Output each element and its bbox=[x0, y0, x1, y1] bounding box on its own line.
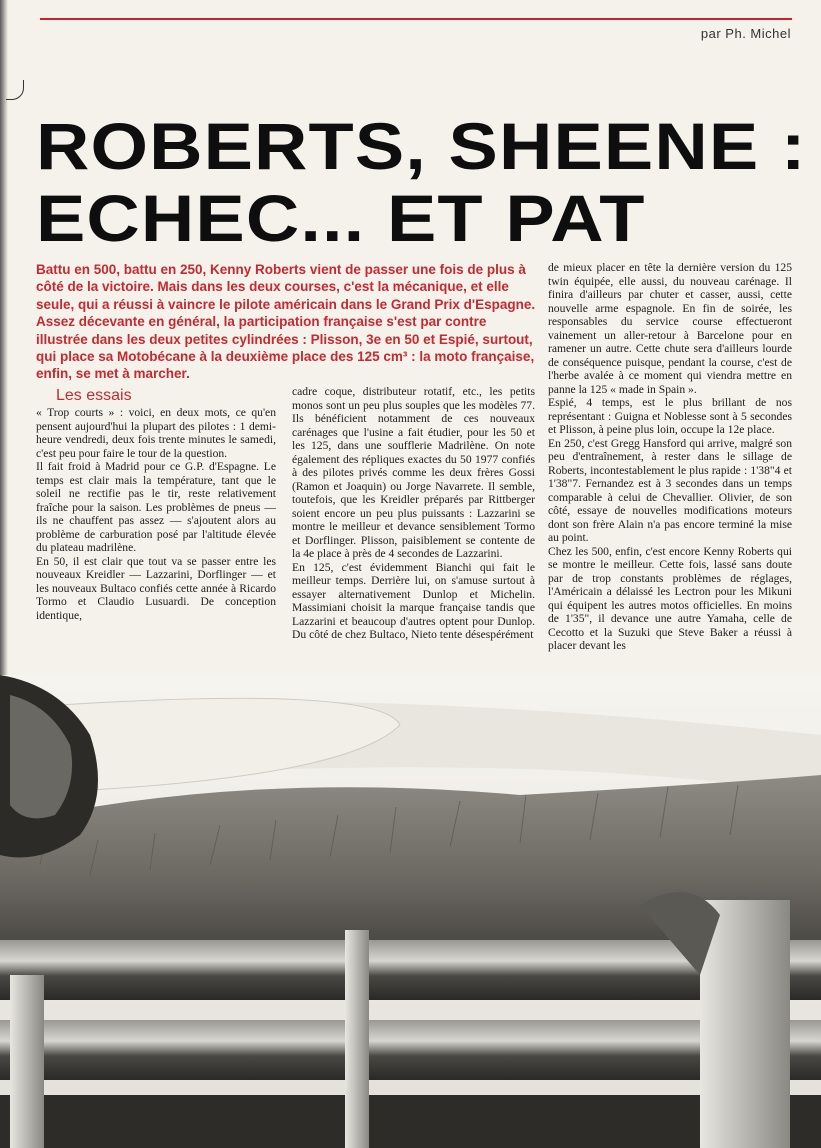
byline: par Ph. Michel bbox=[700, 26, 791, 41]
scan-mark bbox=[6, 80, 24, 100]
paragraph: Espié, 4 temps, est le plus brillant de nos représentant : Guigna et Noblesse sont à 5 secondes et Plisson, à peine plus loin, occupe la 12e place. bbox=[548, 396, 792, 436]
text-column-2 bbox=[292, 385, 535, 642]
paragraph: de mieux placer en tête la dernière version du 125 twin équipée, elle aussi, du nouveau carénage. Il finira d'ailleurs par chuter et casser, aussi, cette nouvelle arme espagnole. En fin de soirée, les responsables du service course effectueront vainement un aller-retour à Barcelone pour en ramener un autre. Cette chute sera d'ailleurs lourde de conséquence puisque, pendant la course, c'est de l'herbe avalée à ce moment qui viendra mettre en panne la 125 « made in Spain ». bbox=[548, 261, 792, 396]
text-column-1 bbox=[36, 406, 276, 622]
lede-text: Battu en 500, battu en 250, Kenny Roberts vient de passer une fois de plus à côté de la victoire. Mais dans les deux courses, c'est la mécanique, et elle seule, qui a réussi à vaincre le pilote américain dans le Grand Prix d'Espagne. Assez décevante en général, la participation française s'est par contre illustrée dans les deux petites cylindrées : Plisson, 3e en 50 et Espié, surtout, qui place sa Motobécane à la deuxième place des 125 cm³ : la moto française, enfin, se met à marcher. bbox=[36, 262, 536, 382]
paragraph: En 250, c'est Gregg Hansford qui arrive, malgré son peu d'entraînement, à rester dans le sillage de Roberts, incontestablement le plus rapide : 1'38"4 et 1'38"7. Fernandez est à 3 secondes dans un temps comparable à celui de Chevallier. Olivier, de son côté, essaye de nouvelles modifications moteurs dont son frère Alain n'a pas encore terminé la mise au point. bbox=[548, 436, 792, 544]
headline-line-2: ECHEC... ET PAT bbox=[36, 181, 646, 255]
paragraph: En 50, il est clair que tout va se passer entre les nouveaux Kreidler — Lazzarini, Dorflinger — et les nouveaux Bultaco confiés cette année à Ricardo Tormo et Claudio Lusuardi. De conception identique, bbox=[36, 554, 276, 622]
headline-line-1: ROBERTS, SHEENE : bbox=[36, 109, 807, 183]
text-column-3 bbox=[548, 261, 792, 653]
paragraph: Il fait froid à Madrid pour ce G.P. d'Espagne. Le temps est clair mais la température, tant que le soleil ne rectifie pas le tir, reste relativement fraîche pour la saison. Les problèmes de pneus — ils ne chauffent pas assez — s'ajoutent alors au problème de carburation posé par l'altitude élevée du plateau madrilène. bbox=[36, 460, 276, 554]
paragraph: « Trop courts » : voici, en deux mots, ce qu'en pensent aujourd'hui la plupart des pilotes : 1 demi-heure vendredi, deux fois trente minutes le samedi, c'est peu pour faire le tour de la question. bbox=[36, 406, 276, 460]
paragraph: cadre coque, distributeur rotatif, etc., les petits monos sont un peu plus souples que les modèles 77. Ils bénéficient notamment de ces nouveaux carénages que l'usine a fait étudier, pour les 50 et les 125, dans une soufflerie Madrilène. On note également des répliques exactes du 50 1977 confiés à des pilotes privés comme les deux frères Gossi (Ramon et Joaquin) ou Jorge Navarrete. Il semble, toutefois, que les Kreidler préparés par Rittberger soient encore un peu plus puissants : Lazzarini se montre le meilleur et devance sensiblement Tormo et Dorflinger. Plisson, paisiblement se contente de la 4e place à près de 4 secondes de Lazzarini. bbox=[292, 385, 535, 560]
paragraph: Chez les 500, enfin, c'est encore Kenny Roberts qui se montre le meilleur. Cette fois, lassé sans doute par de trop constants problèmes de réglages, l'Américain a délaissé les Lectron pour les Mikuni qui équipent les autres motos officielles. En moins de 1'35", il devance une autre Yamaha, celle de Cecotto et la Suzuki que Steve Baker a réussi à placer devant les bbox=[548, 544, 792, 652]
top-red-rule bbox=[40, 18, 792, 20]
race-track-photo bbox=[0, 675, 821, 1148]
headline bbox=[36, 110, 821, 254]
photo-illustration bbox=[0, 675, 821, 1148]
lede-intro bbox=[36, 261, 538, 383]
section-title: Les essais bbox=[56, 387, 132, 404]
paragraph: En 125, c'est évidemment Bianchi qui fait le meilleur temps. Derrière lui, on s'amuse surtout à essayer alternativement Dunlop et Michelin. Massimiani choisit la marque française tandis que Lazzarini et beaucoup d'autres optent pour Dunlop. Du côté de chez Bultaco, Nieto tente désespérément bbox=[292, 560, 535, 641]
